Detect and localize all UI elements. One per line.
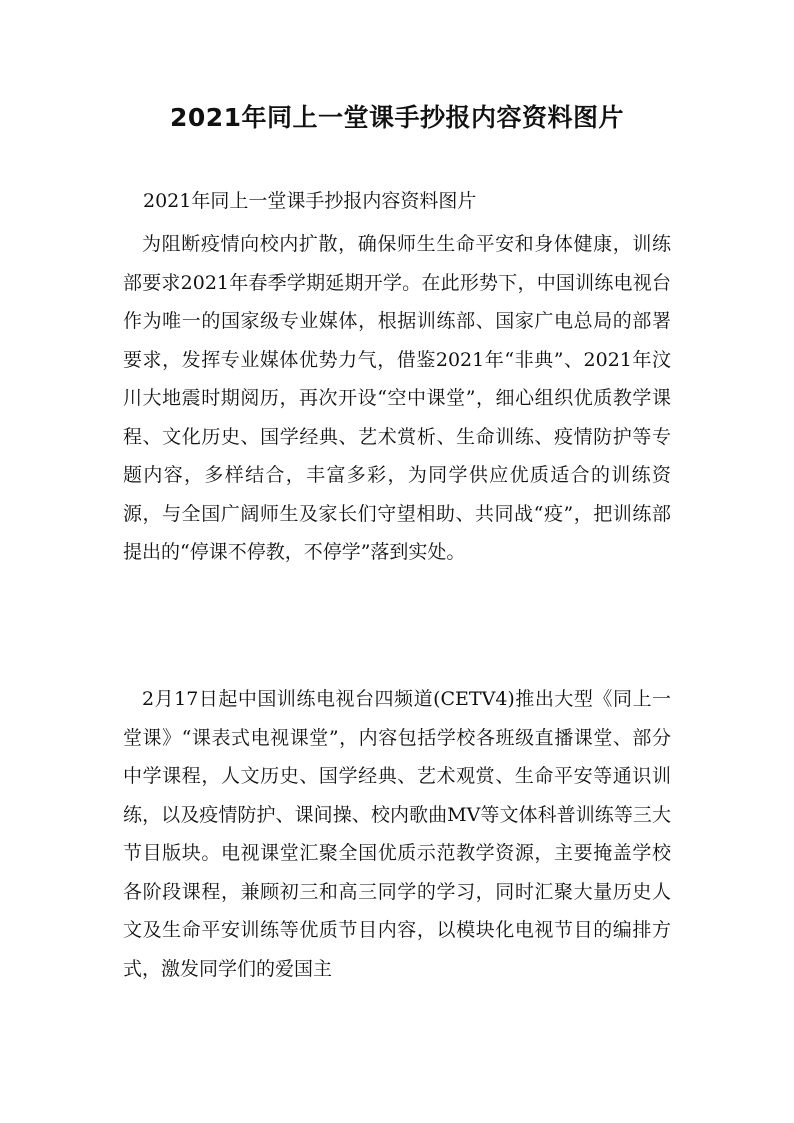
paragraph-2: 2月17日起中国训练电视台四频道(CETV4)推出大型《同上一堂课》“课表式电视课堂”，内容包括学校各班级直播课堂、部分中学课程，人文历史、国学经典、艺术观赏、生命平安等通识训练，以及疫情防护、课间操、校内歌曲MV等文体科普训练等三大节目版块。电视课堂汇聚全国优质示范教学资源，主要掩盖学校各阶段课程，兼顾初三和高三同学的学习，同时汇聚大量历史人文及生命平安训练等优质节目内容，以模块化电视节目的编排方式，激发同学们的爱国主 — [123, 688, 671, 980]
paragraph-1: 为阻断疫情向校内扩散，确保师生生命平安和身体健康，训练部要求2021年春季学期延期开学。在此形势下，中国训练电视台作为唯一的国家级专业媒体，根据训练部、国家广电总局的部署要求，发挥专业媒体优势力气，借鉴2021年“非典”、2021年汶川大地震时期阅历，再次开设“空中课堂”，细心组织优质教学课程、文化历史、国学经典、艺术赏析、生命训练、疫情防护等专题内容，多样结合，丰富多彩，为同学供应优质适合的训练资源，与全国广阔师生及家长们守望相助、共同战“疫”，把训练部提出的“停课不停教，不停学”落到实处。 — [123, 233, 671, 563]
document-title: 2021年同上一堂课手抄报内容资料图片 — [169, 103, 625, 132]
document-subtitle: 2021年同上一堂课手抄报内容资料图片 — [143, 190, 477, 212]
